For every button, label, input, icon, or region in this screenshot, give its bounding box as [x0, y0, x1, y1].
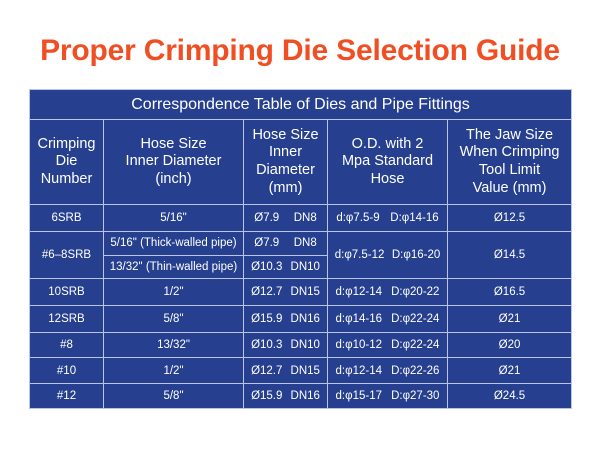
mm-value: Ø12.7 [251, 285, 283, 298]
header-line: Diameter [256, 162, 315, 179]
table-row [30, 305, 572, 332]
cell-jaw: Ø21 [448, 305, 572, 332]
od-small: d:φ15-17 [335, 389, 382, 402]
cell-od [328, 278, 448, 305]
od-large: D:φ22-24 [391, 313, 440, 326]
od-large: D:φ20-22 [391, 285, 440, 298]
od-small: d:φ10-12 [335, 339, 382, 352]
table-row [30, 205, 572, 232]
table-caption-row [30, 90, 572, 120]
cell-mm [244, 305, 328, 332]
cell-mm [244, 333, 328, 358]
header-line: Die [55, 153, 78, 170]
header-hose-mm [244, 120, 328, 205]
header-od [328, 120, 448, 205]
dn-value: DN16 [290, 313, 320, 326]
cell-die: 10SRB [30, 278, 104, 305]
header-line: (mm) [268, 179, 303, 196]
cell-od [328, 205, 448, 232]
od-large: D:φ16-20 [391, 249, 441, 262]
cell-od [328, 333, 448, 358]
mm-value: Ø15.9 [251, 389, 283, 402]
header-line: Crimping [37, 135, 96, 152]
cell-mm [244, 255, 328, 278]
cell-od [328, 305, 448, 332]
cell-inch: 5/8" [104, 383, 244, 408]
cell-jaw: Ø12.5 [448, 205, 572, 232]
header-hose-inch [104, 120, 244, 205]
cell-mm [244, 358, 328, 383]
cell-die: #10 [30, 358, 104, 383]
cell-jaw: Ø24.5 [448, 383, 572, 408]
mm-value: Ø15.9 [251, 313, 283, 326]
cell-inch: 13/32" [104, 333, 244, 358]
header-line: (inch) [155, 171, 192, 188]
table-row [30, 232, 572, 255]
cell-die: #12 [30, 383, 104, 408]
mm-value: Ø7.9 [254, 237, 280, 250]
mm-value: Ø12.7 [251, 364, 283, 377]
dn-value: DN15 [290, 364, 320, 377]
table-caption: Correspondence Table of Dies and Pipe Fittings [30, 90, 572, 120]
header-line: O.D. with 2 [351, 135, 424, 152]
mm-value: Ø7.9 [254, 212, 280, 225]
header-jaw-size [448, 120, 572, 205]
od-large: D:φ27-30 [391, 389, 440, 402]
header-line: Inner [268, 144, 303, 161]
dn-value: DN16 [290, 389, 320, 402]
cell-die: 6SRB [30, 205, 104, 232]
cell-jaw: Ø21 [448, 358, 572, 383]
cell-die: #6–8SRB [30, 232, 104, 278]
cell-inch: 5/16" [104, 205, 244, 232]
header-die-number [30, 120, 104, 205]
cell-mm [244, 205, 328, 232]
cell-inch: 5/8" [104, 305, 244, 332]
dn-value: DN15 [290, 285, 320, 298]
cell-mm [244, 278, 328, 305]
header-line: Mpa Standard [341, 153, 434, 170]
mm-value: Ø10.3 [251, 260, 283, 273]
dn-value: DN10 [290, 339, 320, 352]
header-line: The Jaw Size [466, 126, 554, 143]
cell-jaw: Ø20 [448, 333, 572, 358]
die-correspondence-table [29, 89, 572, 409]
table-row [30, 278, 572, 305]
header-line: Tool Limit [478, 162, 541, 179]
mm-value: Ø10.3 [251, 339, 283, 352]
cell-mm [244, 383, 328, 408]
table-header-row [30, 120, 572, 205]
cell-die: #8 [30, 333, 104, 358]
cell-od [328, 232, 448, 278]
od-small: d:φ12-14 [335, 364, 382, 377]
dn-value: DN10 [290, 260, 320, 273]
header-line: When Crimping [459, 144, 560, 161]
header-line: Value (mm) [472, 179, 547, 196]
od-small: d:φ12-14 [335, 285, 382, 298]
od-large: D:φ14-16 [390, 212, 439, 225]
table-row [30, 383, 572, 408]
header-line: Number [40, 171, 93, 188]
cell-mm [244, 232, 328, 255]
header-line: Hose Size [140, 135, 207, 152]
header-line: Hose [370, 171, 405, 188]
od-large: D:φ22-24 [391, 339, 440, 352]
od-large: D:φ22-26 [391, 364, 440, 377]
dn-value: DN8 [293, 237, 317, 250]
cell-od [328, 358, 448, 383]
od-small: d:φ14-16 [335, 313, 382, 326]
page-title: Proper Crimping Die Selection Guide [40, 34, 560, 67]
header-line: Inner Diameter [125, 153, 222, 170]
cell-inch: 1/2" [104, 278, 244, 305]
cell-inch: 1/2" [104, 358, 244, 383]
header-line: Hose Size [252, 126, 319, 143]
cell-jaw: Ø16.5 [448, 278, 572, 305]
cell-od [328, 383, 448, 408]
cell-die: 12SRB [30, 305, 104, 332]
cell-inch: 5/16" (Thick-walled pipe) [104, 232, 244, 255]
table-row [30, 358, 572, 383]
table-row [30, 333, 572, 358]
cell-inch: 13/32" (Thin-walled pipe) [104, 255, 244, 278]
od-small: d:φ7.5-9 [336, 212, 380, 225]
cell-jaw: Ø14.5 [448, 232, 572, 278]
dn-value: DN8 [293, 212, 317, 225]
od-small: d:φ7.5-12 [334, 249, 385, 262]
